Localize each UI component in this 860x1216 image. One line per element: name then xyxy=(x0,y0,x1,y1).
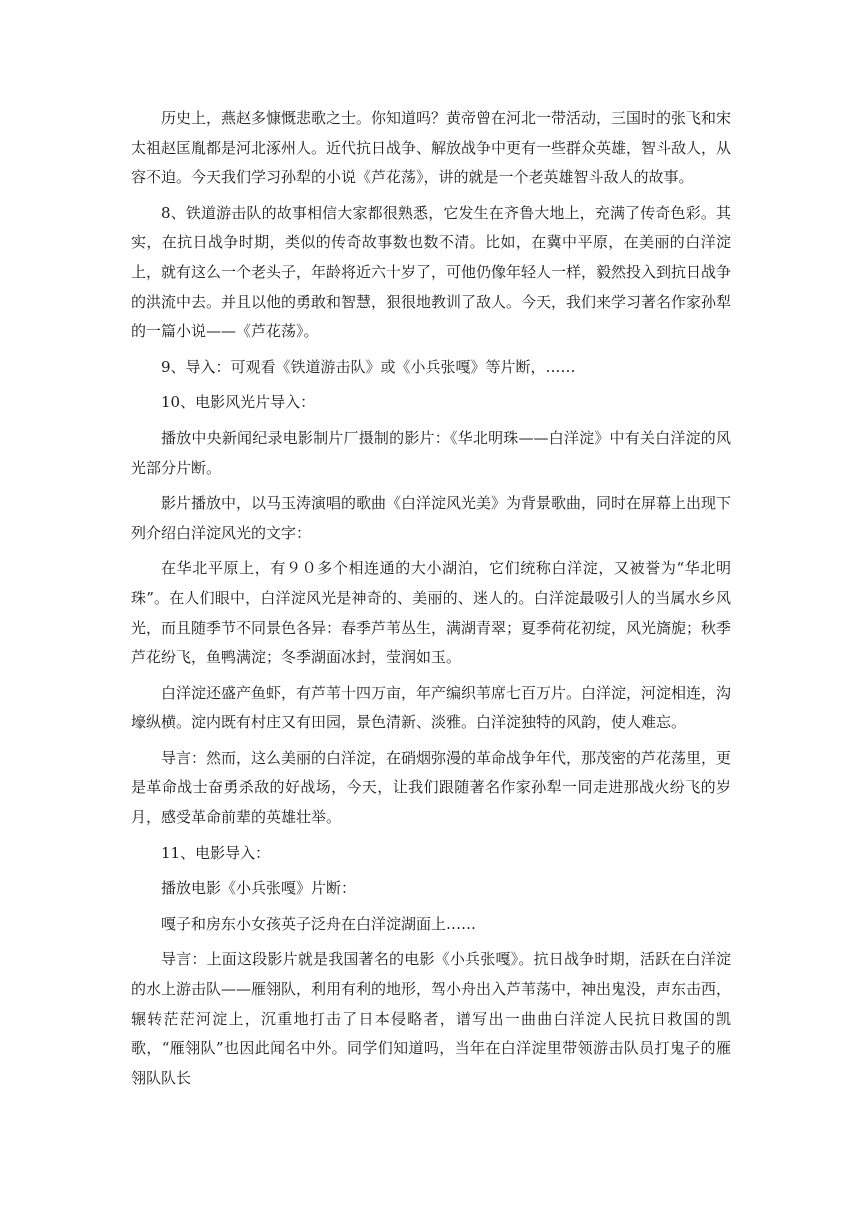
paragraph-9-intro-films: 9、导入：可观看《铁道游击队》或《小兵张嘎》等片断，…… xyxy=(161,357,576,376)
paragraph-song-background: 影片播放中，以马玉涛演唱的歌曲《白洋淀风光美》为背景歌曲，同时在屏幕上出现下列介绍白洋淀风光的文字： xyxy=(131,494,732,542)
paragraph-10-heading: 10、电影风光片导入： xyxy=(161,393,316,412)
paragraph-baiyangdian-products: 白洋淀还盛产鱼虾，有芦苇十四万亩，年产编织苇席七百万片。白洋淀，河淀相连，沟壕纵横。淀内既有村庄又有田园，景色清新、淡雅。白洋淀独特的风韵，使人难忘。 xyxy=(131,683,732,732)
paragraph-guide-remarks-2: 导言：上面这段影片就是我国著名的电影《小兵张嘎》。抗日战争时期，活跃在白洋淀的水上游击队——雁翎队，利用有利的地形，驾小舟出入芦苇荡中，神出鬼没，声东击西，辗转茫茫河淀上，沉重地打击了日本侵略者，谱写出一曲曲白洋淀人民抗日救国的凯歌，“雁翎队”也因此闻名中外。同学们知道吗，当年在白洋淀里带领游击队员打鬼子的雁翎队队长 xyxy=(131,950,732,1087)
document-body xyxy=(131,104,731,1099)
paragraph-intro-yanzhao: 历史上，燕赵多慷慨悲歌之士。你知道吗？黄帝曾在河北一带活动，三国时的张飞和宋太祖赵匡胤都是河北涿州人。近代抗日战争、解放战争中更有一些群众英雄，智斗敌人，从容不迫。今天我们学习孙犁的小说《芦花荡》，讲的就是一个老英雄智斗敌人的故事。 xyxy=(131,109,732,187)
paragraph-baiyangdian-scenery: 在华北平原上，有９０多个相连通的大小湖泊，它们统称白洋淀，又被誉为“华北明珠”。在人们眼中，白洋淀风光是神奇的、美丽的、迷人的。白洋淀最吸引人的当属水乡风光，而且随季节不同景色各异：春季芦苇丛生，满湖青翠；夏季荷花初绽，风光旖旎；秋季芦花纷飞，鱼鸭满淀；冬季湖面冰封，莹润如玉。 xyxy=(131,559,732,667)
paragraph-play-documentary: 播放中央新闻纪录电影制片厂摄制的影片：《华北明珠——白洋淀》中有关白洋淀的风光部分片断。 xyxy=(131,428,731,477)
paragraph-guide-remarks-1: 导言：然而，这么美丽的白洋淀，在硝烟弥漫的革命战争年代，那茂密的芦花荡里，更是革命战士奋勇杀敌的好战场，今天，让我们跟随著名作家孙犁一同走进那战火纷飞的岁月，感受革命前辈的英雄壮举。 xyxy=(131,748,732,827)
paragraph-11-heading: 11、电影导入： xyxy=(161,843,271,862)
paragraph-8-railway-guerrilla: 8、铁道游击队的故事相信大家都很熟悉，它发生在齐鲁大地上，充满了传奇色彩。其实，在抗日战争时期，类似的传奇故事数也数不清。比如，在冀中平原，在美丽的白洋淀上，就有这么一个老头子，年龄将近六十岁了，可他仍像年轻人一样，毅然投入到抗日战争的洪流中去。并且以他的勇敢和智慧，狠很地教训了敌人。今天，我们来学习著名作家孙犁的一篇小说——《芦花荡》。 xyxy=(131,203,732,341)
paragraph-movie-scene: 嘎子和房东小女孩英子泛舟在白洋淀湖面上…… xyxy=(161,914,477,933)
paragraph-play-movie: 播放电影《小兵张嘎》片断： xyxy=(161,879,357,898)
